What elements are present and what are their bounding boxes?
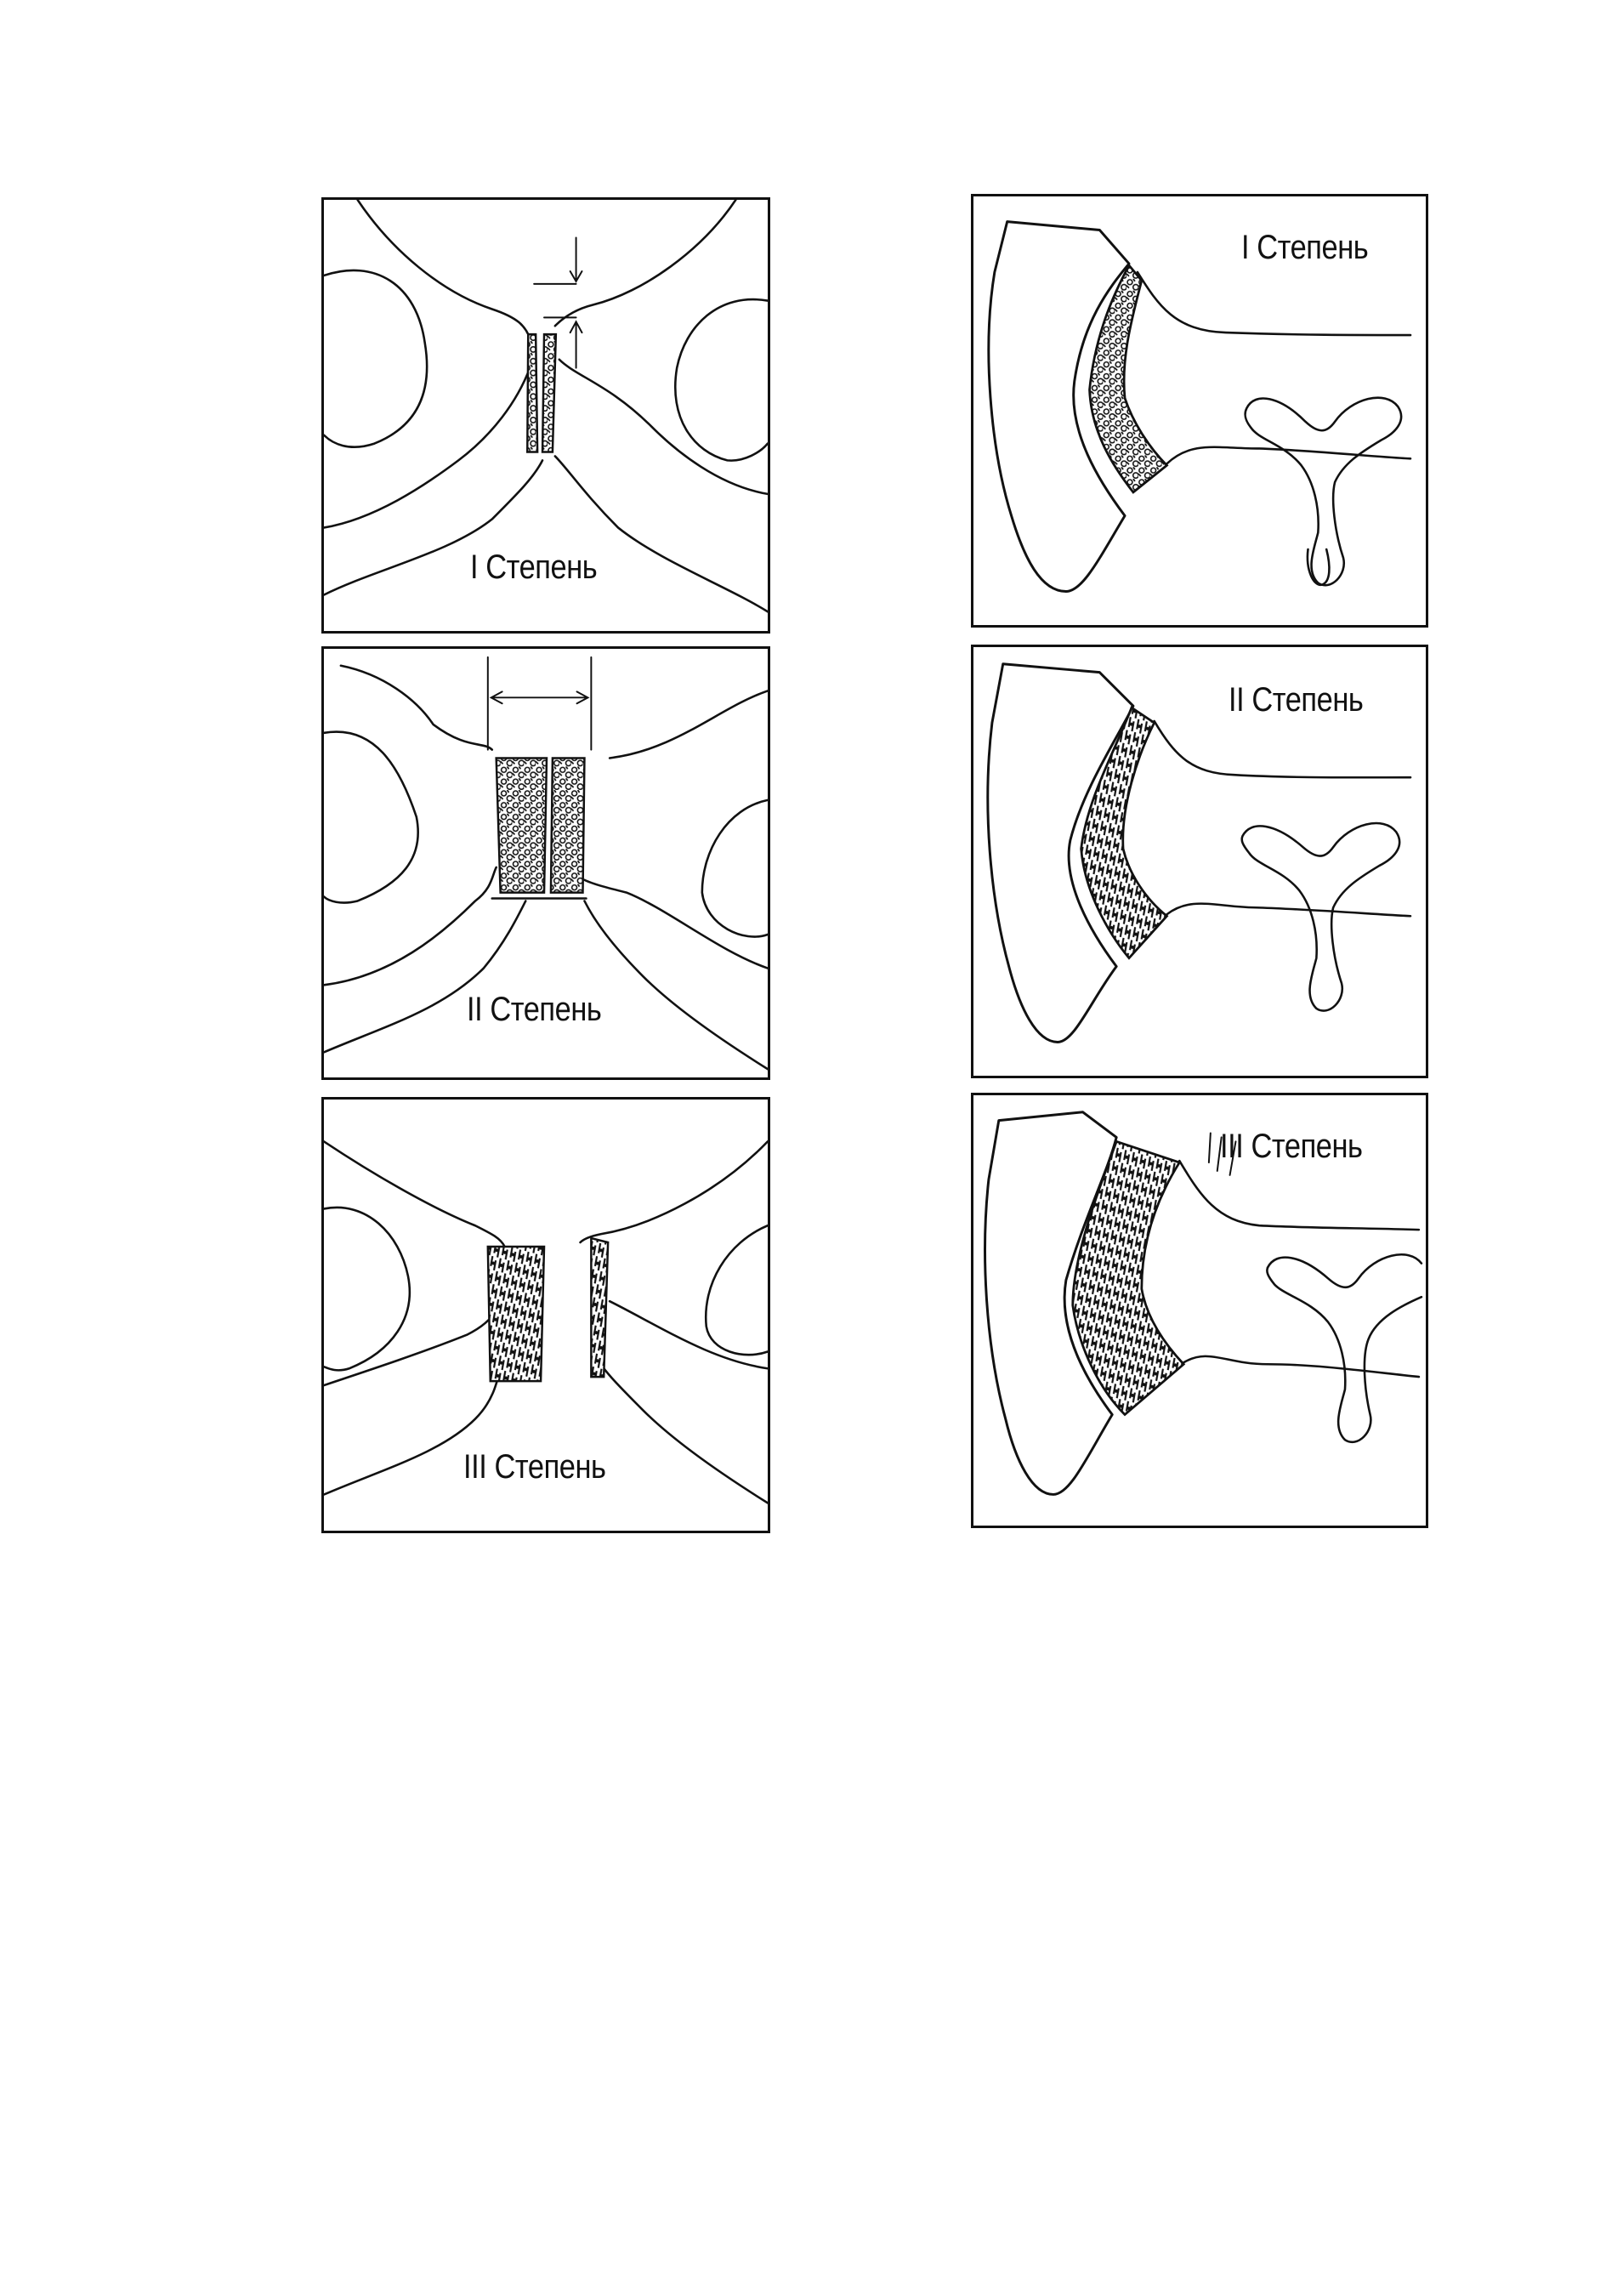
panel-left-grade-3 [321, 1097, 770, 1533]
panel-right-grade-3 [971, 1093, 1428, 1528]
panel-right-grade-1 [971, 194, 1428, 628]
caption-left-3: III Степень [463, 1448, 606, 1486]
panel-right-grade-2 [971, 645, 1428, 1078]
caption-right-2: II Степень [1229, 681, 1364, 719]
panel-left-grade-1 [321, 197, 770, 634]
caption-right-1: I Степень [1241, 229, 1369, 266]
caption-left-1: I Степень [470, 548, 598, 586]
caption-left-2: II Степень [467, 991, 602, 1028]
panel-left-grade-2 [321, 646, 770, 1080]
caption-right-3: III Степень [1220, 1128, 1363, 1165]
